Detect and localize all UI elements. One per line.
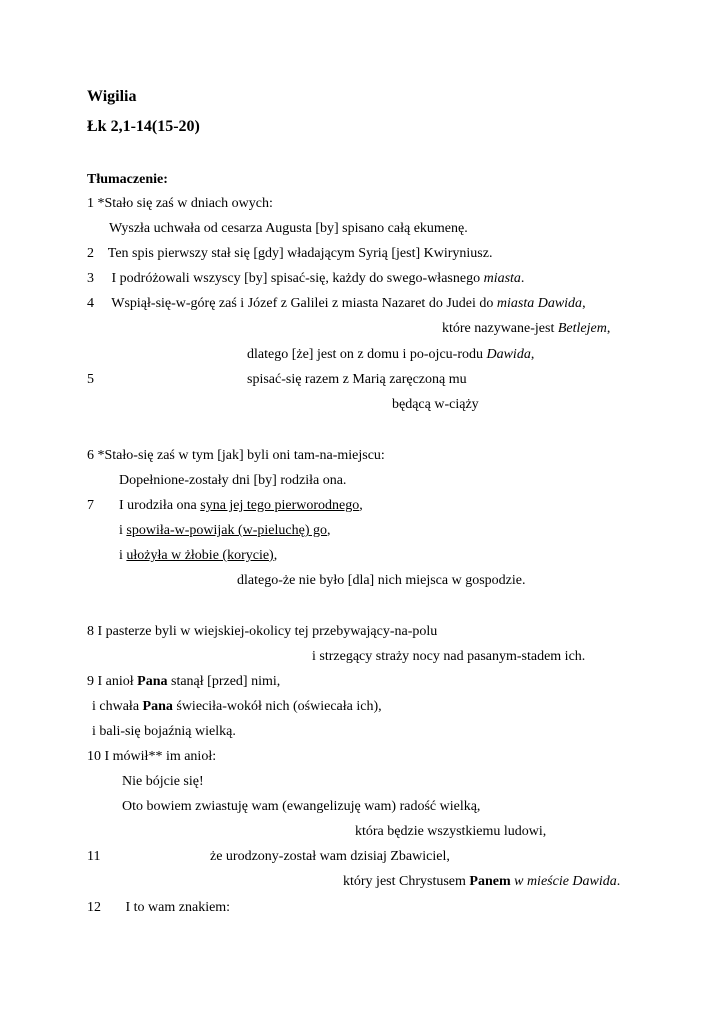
scripture-reference: Łk 2,1-14(15-20) <box>87 118 200 135</box>
verse-line: który jest Chrystusem Panem w mieście Dawida. <box>343 874 621 889</box>
verse-line: spisać-się razem z Marią zaręczoną mu <box>247 372 467 387</box>
verse-line: 12 I to wam znakiem: <box>87 900 231 915</box>
verse-line: Dopełnione-zostały dni [by] rodziła ona. <box>119 473 347 488</box>
verse-line: które nazywane-jest Betlejem, <box>442 321 611 336</box>
verse-line: która będzie wszystkiemu ludowi, <box>355 824 547 839</box>
verse-line: będącą w-ciąży <box>392 397 479 412</box>
verse-line: 4 Wspiął-się-w-górę zaś i Józef z Galilei z miasta Nazaret do Judei do miasta Dawida, <box>87 296 586 311</box>
verse-line: 6 *Stało-się zaś w tym [jak] byli oni tam-na-miejscu: <box>87 448 385 463</box>
verse-number: 7 <box>87 498 94 513</box>
verse-line: dlatego-że nie było [dla] nich miejsca w gospodzie. <box>237 573 526 588</box>
verse-line: dlatego [że] jest on z domu i po-ojcu-rodu Dawida, <box>247 347 535 362</box>
verse-line: 8 I pasterze byli w wiejskiej-okolicy tej przebywający-na-polu <box>87 624 438 639</box>
verse-line: 10 I mówił** im anioł: <box>87 749 217 764</box>
verse-line: i strzegący straży nocy nad pasanym-stadem ich. <box>312 649 586 664</box>
verse-line: i bali-się bojaźnią wielką. <box>92 724 236 739</box>
verse-line: 9 I anioł Pana stanął [przed] nimi, <box>87 674 281 689</box>
document-title: Wigilia <box>87 88 137 105</box>
verse-number: 5 <box>87 372 94 387</box>
verse-line: Wyszła uchwała od cesarza Augusta [by] spisano całą ekumenę. <box>109 221 468 236</box>
verse-line: 3 I podróżowali wszyscy [by] spisać-się, każdy do swego-własnego miasta. <box>87 271 525 286</box>
verse-line: 2 Ten spis pierwszy stał się [gdy] władającym Syrią [jest] Kwiryniusz. <box>87 246 493 261</box>
verse-line: Oto bowiem zwiastuję wam (ewangelizuję wam) radość wielką, <box>122 799 481 814</box>
verse-line: I urodziła ona syna jej tego pierworodnego, <box>119 498 363 513</box>
verse-number: 11 <box>87 849 101 864</box>
verse-line: że urodzony-został wam dzisiaj Zbawiciel, <box>210 849 450 864</box>
verse-line: 1 *Stało się zaś w dniach owych: <box>87 196 273 211</box>
verse-line: Nie bójcie się! <box>122 774 204 789</box>
translation-label: Tłumaczenie: <box>87 172 168 187</box>
verse-line: i spowiła-w-powijak (w-pieluchę) go, <box>119 523 331 538</box>
verse-line: i ułożyła w żłobie (korycie), <box>119 548 278 563</box>
verse-line: i chwała Pana świeciła-wokół nich (oświecała ich), <box>92 699 382 714</box>
